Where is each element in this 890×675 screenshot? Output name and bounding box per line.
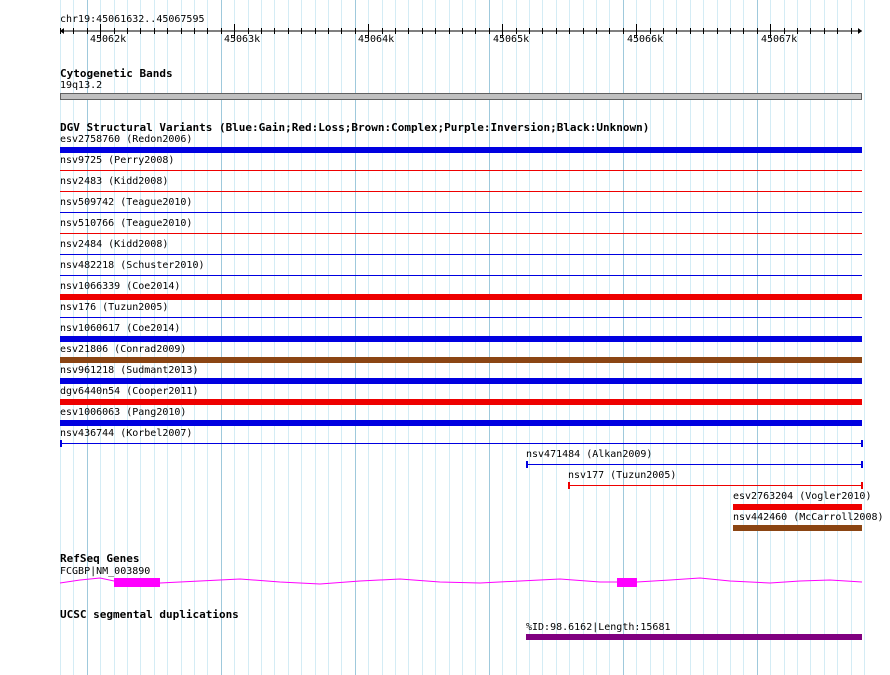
dgv-feature-label: esv2758760 (Redon2006) <box>60 134 193 145</box>
dgv-feature-label: nsv471484 (Alkan2009) <box>526 449 653 460</box>
ruler-tick-label: 45066k <box>627 34 664 45</box>
dgv-feature-bar[interactable] <box>60 443 862 444</box>
dgv-feature-bar[interactable] <box>60 420 862 426</box>
dgv-feature-label: dgv6440n54 (Cooper2011) <box>60 386 199 397</box>
dgv-feature-endcap <box>861 440 863 447</box>
dgv-feature-label: nsv176 (Tuzun2005) <box>60 302 169 313</box>
dgv-feature-label: nsv1060617 (Coe2014) <box>60 323 181 334</box>
dgv-feature-label: nsv510766 (Teague2010) <box>60 218 193 229</box>
dgv-feature-bar[interactable] <box>60 170 862 171</box>
position-label: chr19:45061632..45067595 <box>60 14 205 25</box>
refseq-track-title: RefSeq Genes <box>60 552 140 565</box>
dgv-feature-label: nsv2484 (Kidd2008) <box>60 239 169 250</box>
dgv-feature-label: esv1006063 (Pang2010) <box>60 407 187 418</box>
ruler-tick-label: 45062k <box>90 34 127 45</box>
ruler-tick-label: 45065k <box>493 34 530 45</box>
dgv-feature-bar[interactable] <box>568 485 862 486</box>
dgv-feature-endcap <box>60 440 62 447</box>
segdup-bar[interactable] <box>526 634 862 640</box>
dgv-feature-bar[interactable] <box>60 212 862 213</box>
dgv-feature-bar[interactable] <box>60 357 862 363</box>
dgv-feature-bar[interactable] <box>60 336 862 342</box>
gene-exon <box>617 578 637 587</box>
ruler-tick-label: 45063k <box>224 34 261 45</box>
ruler-tick-label: 45064k <box>358 34 395 45</box>
dgv-feature-label: nsv482218 (Schuster2010) <box>60 260 205 271</box>
dgv-feature-bar[interactable] <box>60 147 862 153</box>
dgv-feature-label: nsv1066339 (Coe2014) <box>60 281 181 292</box>
dgv-feature-label: nsv442460 (McCarroll2008) <box>733 512 884 523</box>
dgv-feature-bar[interactable] <box>60 399 862 405</box>
dgv-feature-endcap <box>568 482 570 489</box>
segdup-label: %ID:98.6162|Length:15681 <box>526 622 671 633</box>
dgv-feature-bar[interactable] <box>733 525 862 531</box>
dgv-feature-bar[interactable] <box>733 504 862 510</box>
refseq-gene-model[interactable] <box>0 574 890 594</box>
dgv-feature-bar[interactable] <box>526 464 862 465</box>
dgv-feature-bar[interactable] <box>60 233 862 234</box>
dgv-feature-label: nsv2483 (Kidd2008) <box>60 176 169 187</box>
ruler-tick-label: 45067k <box>761 34 798 45</box>
refseq-gene-label: FCGBP|NM_003890 <box>60 566 151 577</box>
gene-exon <box>114 578 160 587</box>
dgv-feature-label: nsv961218 (Sudmant2013) <box>60 365 199 376</box>
dgv-feature-label: nsv509742 (Teague2010) <box>60 197 193 208</box>
ruler-arrow-right <box>858 28 862 34</box>
dgv-feature-endcap <box>861 461 863 468</box>
cytoband-bar[interactable] <box>60 93 862 100</box>
dgv-feature-endcap <box>861 482 863 489</box>
cytogenetic-track-title: Cytogenetic Bands <box>60 67 173 80</box>
dgv-feature-label: esv2763204 (Vogler2010) <box>733 491 872 502</box>
ruler[interactable] <box>0 0 890 60</box>
ruler-scale <box>0 0 890 60</box>
dgv-track-title: DGV Structural Variants (Blue:Gain;Red:Loss;Brown:Complex;Purple:Inversion;Black:Unknown) <box>60 121 650 134</box>
cytoband-label: 19q13.2 <box>60 80 103 91</box>
dgv-feature-bar[interactable] <box>60 317 862 318</box>
dgv-feature-bar[interactable] <box>60 254 862 255</box>
dgv-feature-bar[interactable] <box>60 275 862 276</box>
dgv-feature-endcap <box>526 461 528 468</box>
dgv-feature-label: nsv9725 (Perry2008) <box>60 155 175 166</box>
gene-intron-line <box>60 578 862 584</box>
segdup-track-title: UCSC segmental duplications <box>60 608 239 621</box>
dgv-feature-label: nsv436744 (Korbel2007) <box>60 428 193 439</box>
dgv-feature-bar[interactable] <box>60 378 862 384</box>
dgv-feature-label: nsv177 (Tuzun2005) <box>568 470 677 481</box>
dgv-feature-bar[interactable] <box>60 191 862 192</box>
dgv-feature-label: esv21806 (Conrad2009) <box>60 344 187 355</box>
dgv-feature-bar[interactable] <box>60 294 862 300</box>
